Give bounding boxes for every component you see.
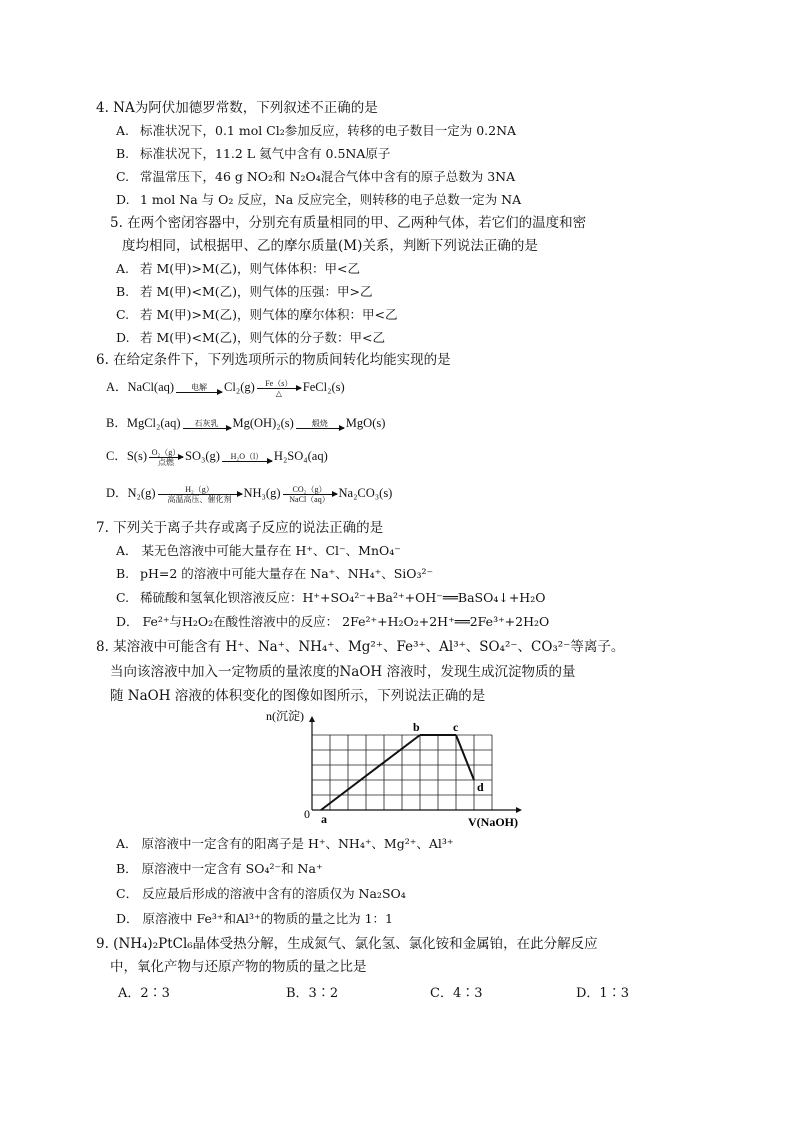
q9-option-a: A．2∶3 — [118, 986, 170, 1001]
option-mark: A. — [116, 261, 130, 276]
option-mark: A． — [116, 836, 138, 851]
precipitate-chart — [246, 708, 546, 832]
q5-stem-line2: 度均相同，试根据甲、乙的摩尔质量(M)关系，判断下列说法正确的是 — [122, 238, 538, 254]
option-mark: B． — [106, 416, 127, 430]
option-text: Fe²⁺与H₂O₂在酸性溶液中的反应： 2Fe²⁺+H₂O₂+2H⁺══2Fe³⁺+2H₂O — [142, 614, 550, 629]
arrow-condition-top: O₂（g） — [151, 447, 181, 457]
q6-option-d — [106, 480, 392, 506]
q5-option-b — [116, 282, 373, 302]
q7-option-c — [116, 588, 545, 608]
chart-grid — [312, 735, 492, 810]
option-mark: D． — [116, 614, 139, 629]
option-mark: B. — [116, 146, 130, 161]
option-mark: C. — [116, 307, 130, 322]
x-axis-label: V(NaOH) — [468, 815, 518, 829]
arrow-condition-bottom: △ — [275, 388, 282, 398]
point-label: b — [413, 720, 420, 734]
arrow-condition-top: 石灰乳 — [194, 419, 219, 429]
q8-option-c — [116, 884, 406, 904]
q6-option-b — [106, 410, 385, 436]
species: SO₃(g) — [185, 449, 220, 463]
reaction-arrow-icon — [158, 485, 242, 504]
species: N₂(g) — [127, 486, 156, 500]
reaction-arrow-icon — [183, 419, 231, 429]
option-text: 原溶液中一定含有的阳离子是 H⁺、NH₄⁺、Mg²⁺、Al³⁺ — [141, 836, 454, 851]
option-text: 标准状况下，0.1 mol Cl₂参加反应，转移的电子数目一定为 0.2NA — [139, 123, 517, 138]
option-text: 标准状况下，11.2 L 氦气中含有 0.5NA原子 — [139, 146, 391, 161]
q4-option-a — [116, 121, 516, 141]
species: MgO(s) — [345, 416, 386, 430]
q7-option-d — [116, 612, 549, 632]
y-axis-arrow-icon — [309, 716, 315, 722]
arrow-condition-top: 煅烧 — [311, 419, 328, 429]
q4-option-b — [116, 144, 390, 164]
arrow-condition-top: H₂O（l） — [230, 452, 264, 462]
q7-option-a — [116, 541, 401, 561]
option-text: 若 M(甲)<M(乙)，则气体的分子数：甲<乙 — [139, 330, 386, 345]
q8-stem: 8. 某溶液中可能含有 H⁺、Na⁺、NH₄⁺、Mg²⁺、Fe³⁺、Al³⁺、SO₄²⁻、CO₃²⁻等离子。 — [96, 639, 625, 655]
q9-stem-line2: 中，氧化产物与还原产物的物质的量之比是 — [110, 959, 367, 975]
arrow-condition-top: Fe（s） — [265, 378, 293, 388]
series-segment — [321, 735, 420, 810]
option-mark: C. — [116, 169, 130, 184]
q7-stem: 7. 下列关于离子共存或离子反应的说法正确的是 — [96, 520, 384, 536]
q8-option-a — [116, 834, 453, 854]
q8-option-b — [116, 859, 323, 879]
arrow-condition-bottom: 点燃 — [158, 457, 174, 467]
species: Mg(OH)₂(s) — [232, 416, 294, 430]
option-text: 1 mol Na 与 O₂ 反应，Na 反应完全，则转移的电子总数一定为 NA — [139, 192, 522, 207]
reaction-arrow-icon — [149, 448, 183, 467]
q5-stem: 5. 在两个密闭容器中，分别充有质量相同的甲、乙两种气体，若它们的温度和密 — [110, 215, 587, 231]
species: NaCl(aq) — [127, 380, 175, 394]
chart-series — [321, 735, 474, 810]
q9-option-b: B．3∶2 — [286, 986, 339, 1001]
q6-option-a — [106, 374, 345, 400]
point-label: a — [321, 812, 327, 826]
q9-option-c: C．4∶3 — [430, 986, 483, 1001]
option-mark: B. — [116, 284, 130, 299]
reaction-arrow-icon — [222, 452, 272, 462]
arrow-condition-bottom: 高温高压、催化剂 — [167, 494, 232, 504]
arrow-condition-top: 电解 — [191, 383, 208, 393]
species: Cl₂(g) — [224, 380, 255, 394]
point-label: c — [453, 720, 459, 734]
q6-stem: 6. 在给定条件下，下列选项所示的物质间转化均能实现的是 — [96, 352, 451, 368]
q4-option-c — [116, 167, 515, 187]
series-segment — [456, 735, 474, 780]
reaction-arrow-icon — [296, 419, 344, 429]
arrow-condition-bottom: NaCl（aq） — [289, 494, 330, 504]
arrow-condition-top: CO₂（g） — [292, 484, 327, 494]
option-mark: D. — [116, 330, 130, 345]
option-mark: A． — [116, 543, 138, 558]
species: H₂SO₄(aq) — [273, 449, 328, 463]
option-text: pH=2 的溶液中可能大量存在 Na⁺、NH₄⁺、SiO₃²⁻ — [139, 566, 434, 581]
point-label: d — [477, 780, 484, 794]
q9-option-d: D．1∶3 — [576, 986, 629, 1001]
q8-stem-line3: 随 NaOH 溶液的体积变化的图像如图所示，下列说法正确的是 — [110, 688, 486, 704]
q4-stem: 4. NA为阿伏加德罗常数，下列叙述不正确的是 — [96, 100, 378, 116]
q5-option-a — [116, 259, 360, 279]
q8-stem-line2: 当向该溶液中加入一定物质的量浓度的NaOH 溶液时，发现生成沉淀物质的量 — [110, 664, 576, 680]
option-mark: C. — [116, 590, 130, 605]
option-mark: D． — [116, 911, 139, 926]
origin-label: 0 — [304, 807, 310, 821]
q7-option-b — [116, 564, 433, 584]
reaction-arrow-icon — [176, 383, 222, 393]
option-text: 某无色溶液中可能大量存在 H⁺、Cl⁻、MnO₄⁻ — [141, 543, 401, 558]
option-mark: B. — [116, 566, 130, 581]
arrow-condition-top: H₂（g） — [185, 484, 214, 494]
q6-option-c — [106, 443, 328, 469]
reaction-arrow-icon — [283, 485, 337, 504]
species: S(s) — [126, 449, 147, 463]
y-axis-label: n(沉淀) — [266, 709, 304, 723]
option-mark: D. — [116, 192, 130, 207]
option-mark: C． — [116, 886, 139, 901]
option-text: 稀硫酸和氢氧化钡溶液反应：H⁺+SO₄²⁻+Ba²⁺+OH⁻══BaSO₄↓+H₂O — [139, 590, 546, 605]
option-mark: C． — [106, 449, 127, 463]
option-text: 原溶液中 Fe³⁺和Al³⁺的物质的量之比为 1：1 — [142, 911, 393, 926]
option-text: 原溶液中一定含有 SO₄²⁻和 Na⁺ — [141, 861, 323, 876]
species: FeCl₂(s) — [302, 380, 345, 394]
option-text: 若 M(甲)>M(乙)，则气体的摩尔体积：甲<乙 — [139, 307, 398, 322]
q4-option-d — [116, 190, 521, 210]
option-mark: B． — [116, 861, 138, 876]
option-mark: D． — [106, 486, 128, 500]
q8-option-d — [116, 909, 393, 929]
x-axis-arrow-icon — [516, 807, 522, 813]
q9-stem: 9. (NH₄)₂PtCl₆晶体受热分解，生成氮气、氯化氢、氯化铵和金属铂，在此分解反应 — [96, 936, 598, 952]
species: NH₃(g) — [243, 486, 281, 500]
reaction-arrow-icon — [257, 379, 301, 398]
option-text: 若 M(甲)>M(乙)，则气体体积：甲<乙 — [139, 261, 361, 276]
option-text: 常温常压下，46 g NO₂和 N₂O₄混合气体中含有的原子总数为 3NA — [139, 169, 516, 184]
option-mark: A． — [106, 380, 128, 394]
species: MgCl₂(aq) — [126, 416, 181, 430]
q5-option-d — [116, 328, 385, 348]
species: Na₂CO₃(s) — [338, 486, 393, 500]
option-text: 反应最后形成的溶液中含有的溶质仅为 Na₂SO₄ — [142, 886, 406, 901]
option-text: 若 M(甲)<M(乙)，则气体的压强：甲>乙 — [139, 284, 373, 299]
q5-option-c — [116, 305, 398, 325]
option-mark: A. — [116, 123, 130, 138]
